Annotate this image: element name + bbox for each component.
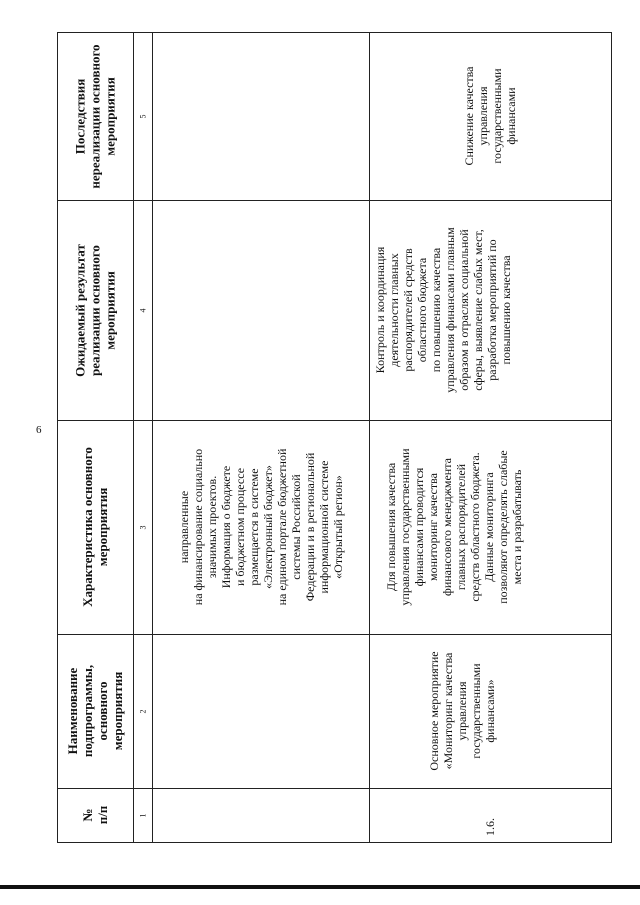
row2-expected-result-cell <box>369 200 611 420</box>
col-number-3-text: 3 <box>138 525 147 529</box>
col-number-4-text: 4 <box>138 308 147 312</box>
row2-characteristic-cell <box>369 420 611 634</box>
col-number-1 <box>133 788 152 842</box>
col-number-1-text: 1 <box>138 813 147 817</box>
col-number-5 <box>133 32 152 200</box>
row2-name-text: Основное мероприятие «Мониторинг качества управления государственными финансами» <box>427 651 497 771</box>
header-num-text: № п/п <box>80 805 110 825</box>
header-cell-name <box>57 634 133 788</box>
page-number: 6 <box>36 424 42 436</box>
row1-characteristic-text: направленные на финансирование социально значимых проектов. Информация о бюджете и бюджетном процессе размещается в системе «Электронный бюджет» на едином портале бюджетной системы Российской Федерации и в региональной информационной системе «Открытый регион» <box>176 448 345 606</box>
scan-edge-bar <box>0 885 640 889</box>
header-cell-characteristic <box>57 420 133 634</box>
table-border-bottom <box>57 842 612 843</box>
row2-characteristic-text: Для повышения качества управления государственными финансами проводится мониторинг качества финансового менеджмента главных распорядителей средств областного бюджета. Данные мониторинга позволяют определять слабые места и разрабатывать <box>384 448 524 606</box>
col-number-5-text: 5 <box>138 114 147 118</box>
header-cell-expected-result <box>57 200 133 420</box>
header-expected-result-text: Ожидаемый результат реализации основного мероприятия <box>72 243 118 377</box>
table-border-right <box>611 32 612 843</box>
row2-expected-result-text: Контроль и координация деятельности главных распорядителей средств областного бюджета по повышению качества управления финансами главным образом в отраслях социальной сферы, выявление слабых мест, разработка мероприятий по повышению качества <box>373 227 513 393</box>
row2-num-cell <box>369 788 611 842</box>
col-number-4 <box>133 200 152 420</box>
header-cell-consequences <box>57 32 133 200</box>
row2-num-text: 1.6. <box>483 818 497 836</box>
row1-characteristic-cell <box>152 420 369 634</box>
col-number-2 <box>133 634 152 788</box>
header-characteristic-text: Характеристика основного мероприятия <box>80 447 110 607</box>
header-name-text: Наименование подпрограммы, основного мероприятия <box>65 664 125 758</box>
row2-consequences-cell <box>369 32 611 200</box>
col-number-3 <box>133 420 152 634</box>
col-number-2-text: 2 <box>138 709 147 713</box>
row2-name-cell <box>369 634 611 788</box>
row2-consequences-text: Снижение качества управления государственными финансами <box>462 66 518 166</box>
header-consequences-text: Последствия нереализации основного мероприятия <box>72 43 118 189</box>
header-cell-num <box>57 788 133 842</box>
